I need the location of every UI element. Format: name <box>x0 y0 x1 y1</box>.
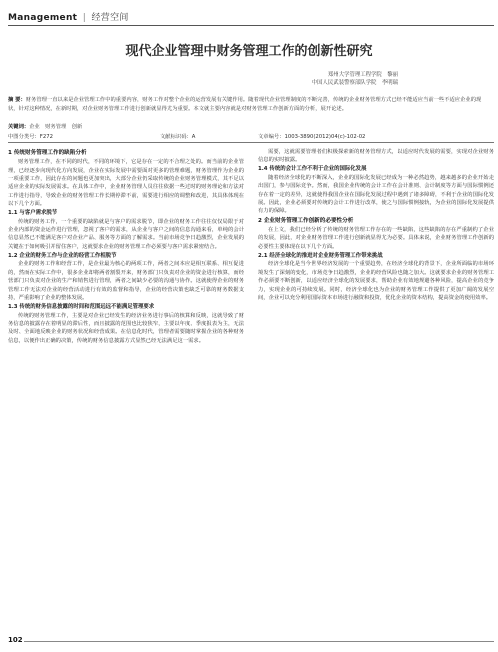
body-paragraph: 财务管理工作，在不同的时代，不同的环境下，它是存在一定的不合理之处的。而当前的企业管理，已经逐步向现代化方向发展，企业在实际发展中需要面对更多的管理难题，财务管理作为企业的一项重要工作，因此存在的问题也更加突出，大部分企业仍采取传统的企业财务管理模式，其不足以适应企业的实际发展需求。在具体工作中，企业财务管理人员往往依据一些过时的财务理论和方法对工作进行指导，导致企业的财务管理工作长期停滞不前，需要进行相应的调整和改进，其具体体现在以下几个方面。 <box>8 159 244 208</box>
abstract-divider <box>8 142 494 143</box>
brand-name: Management <box>8 13 78 23</box>
section-heading: 2.1 经济全球化的推进对企业财务管理工作带来挑战 <box>258 252 383 259</box>
clc-number: 中图分类号：F272 <box>8 134 53 140</box>
body-paragraph: 传统的财务工作，一个重要的缺陷就是与客户的需求脱节，即企业的财务工作往往仅仅局限于对企业内部的资金运作进行管理，忽视了客户的需求，从企业与客户之间的信息沟通来看，单纯的会计信息显然已不能满足客户对企业产品、服务等方面的了解需求。当前市场竞争日趋激烈，企业发展的关键在于如何吸引并留住客户，这就要求企业的财务管理工作必须要与客户需求紧密结合。 <box>8 218 244 250</box>
body-paragraph: 随着经济全球化的不断深入，企业的国际化发展已经成为一种必然趋势，越来越多的企业开始走出国门，参与国际竞争。然而，我国企业传统的会计工作在会计准则、会计制度等方面与国际惯例还存在着一定的差异，这就使得我国企业在国际化发展过程中遇到了诸多障碍，不利于企业的国际化发展。因此，企业必须要对传统的会计工作进行改革，使之与国际惯例接轨，为企业的国际化发展提供有力的保障。 <box>258 175 494 215</box>
body-paragraph: 需要，这就需要管理者们积极探索新的财务管理方式，以适应时代发展的需要，实现对企业财务信息的实时披露。 <box>258 149 494 164</box>
section-heading: 1.2 企业的财务工作与企业的经营工作相脱节 <box>8 252 117 259</box>
page-number: 102 <box>8 636 23 644</box>
abstract-text: 财务管理一直以来是企业管理工作中的重要内容，财务工作对整个企业的运营发展有关键作用。随着现代企业管理制度的不断完善，传统的企业财务管理方式已经不能适应当前一些不适应企业的现状，针对这种情况，在新时期，对企业财务管理工作进行创新就显得尤为重要。本文就主要内容就是对财务管理工作创新方面的分析，展开论述。 <box>8 97 482 112</box>
abstract <box>8 96 488 113</box>
section-name: 经营空间 <box>91 13 129 23</box>
keywords-line <box>8 122 82 130</box>
section-heading: 1.1 与客户需求脱节 <box>8 209 58 216</box>
body-paragraph: 在上文，我们已经分析了传统的财务管理工作存在的一些缺陷，这些缺陷的存在严重制约了企业的发展，因此，对企业财务管理工作进行创新就显得尤为必要。具体来说，企业财务管理工作创新的必要性主要体现在以下几个方面。 <box>258 227 494 250</box>
journal-header <box>0 0 498 30</box>
author-affiliation-1: 郑州大学管理工程学院 黎丽 <box>327 72 398 78</box>
document-code: 文献标识码：A <box>160 134 196 140</box>
article-number: 文章编号：1003-3890(2012)04(c)-102-02 <box>258 134 366 140</box>
section-heading: 1.3 传统的财务信息披露的时间和范围远远不能满足管理要求 <box>8 303 155 310</box>
body-column-left <box>8 148 244 630</box>
section-heading: 1 传统财务管理工作的缺陷分析 <box>8 150 87 156</box>
article-title: 现代企业管理中财务管理工作的创新性研究 <box>125 44 373 59</box>
section-heading: 1.4 传统的会计工作不利于企业的国际化发展 <box>258 166 367 173</box>
body-column-right <box>258 148 494 630</box>
body-paragraph: 企业的财务工作和经营工作，是企业最为核心的两项工作，两者之间本应是相互联系、相互促进的，然而在实际工作中，很多企业却将两者割裂开来，财务部门只负责对企业的资金进行核算，而经营部门只负责对企业的生产和销售进行管理，两者之间缺少必要的沟通与协作。这就使得企业的财务管理工作无法对企业的经营活动进行有效的监督和指导，企业的经营决策也缺乏可靠的财务数据支持，严重影响了企业的整体发展。 <box>8 261 244 301</box>
keywords-text: 企业 财务管理 创新 <box>29 124 83 130</box>
journal-brand <box>8 10 129 23</box>
header-rule <box>8 25 494 26</box>
body-paragraph: 经济全球化是当今世界经济发展的一个重要趋势，在经济全球化的背景下，企业所面临的市场环境发生了深刻的变化，市场竞争日趋激烈，企业的经营风险也随之加大。这就要求企业的财务管理工作必须要不断创新，以适应经济全球化的发展要求，帮助企业有效地规避各种风险，提高企业的竞争力，实现企业的可持续发展。同时，经济全球化也为企业的财务管理工作提供了更加广阔的发展空间，企业可以充分利用国际资本市场进行融资和投资，优化企业的资本结构，提高资金的使用效率。 <box>258 261 494 301</box>
brand-separator: | <box>82 13 87 23</box>
abstract-label: 摘 要： <box>8 97 26 103</box>
section-heading: 2 企业财务管理工作创新的必要性分析 <box>258 217 354 224</box>
keywords-label: 关键词： <box>8 124 30 130</box>
author-affiliation-2: 中国人民武装警察部队学院 李明瑞 <box>311 80 398 86</box>
footer-rule <box>24 641 494 642</box>
body-paragraph: 传统的财务管理工作，主要是对企业已经发生的经济业务进行事后的核算和反映，这就导致了财务信息的披露存在着明显的滞后性，而且披露的范围也比较狭窄，主要以年度、季度报表为主，无法及时、全面地反映企业的财务状况和经营成果。在信息化时代，管理者需要随时掌握企业的各种财务信息，以便作出正确的决策，传统的财务信息披露方式显然已经无法满足这一需求。 <box>8 312 244 344</box>
